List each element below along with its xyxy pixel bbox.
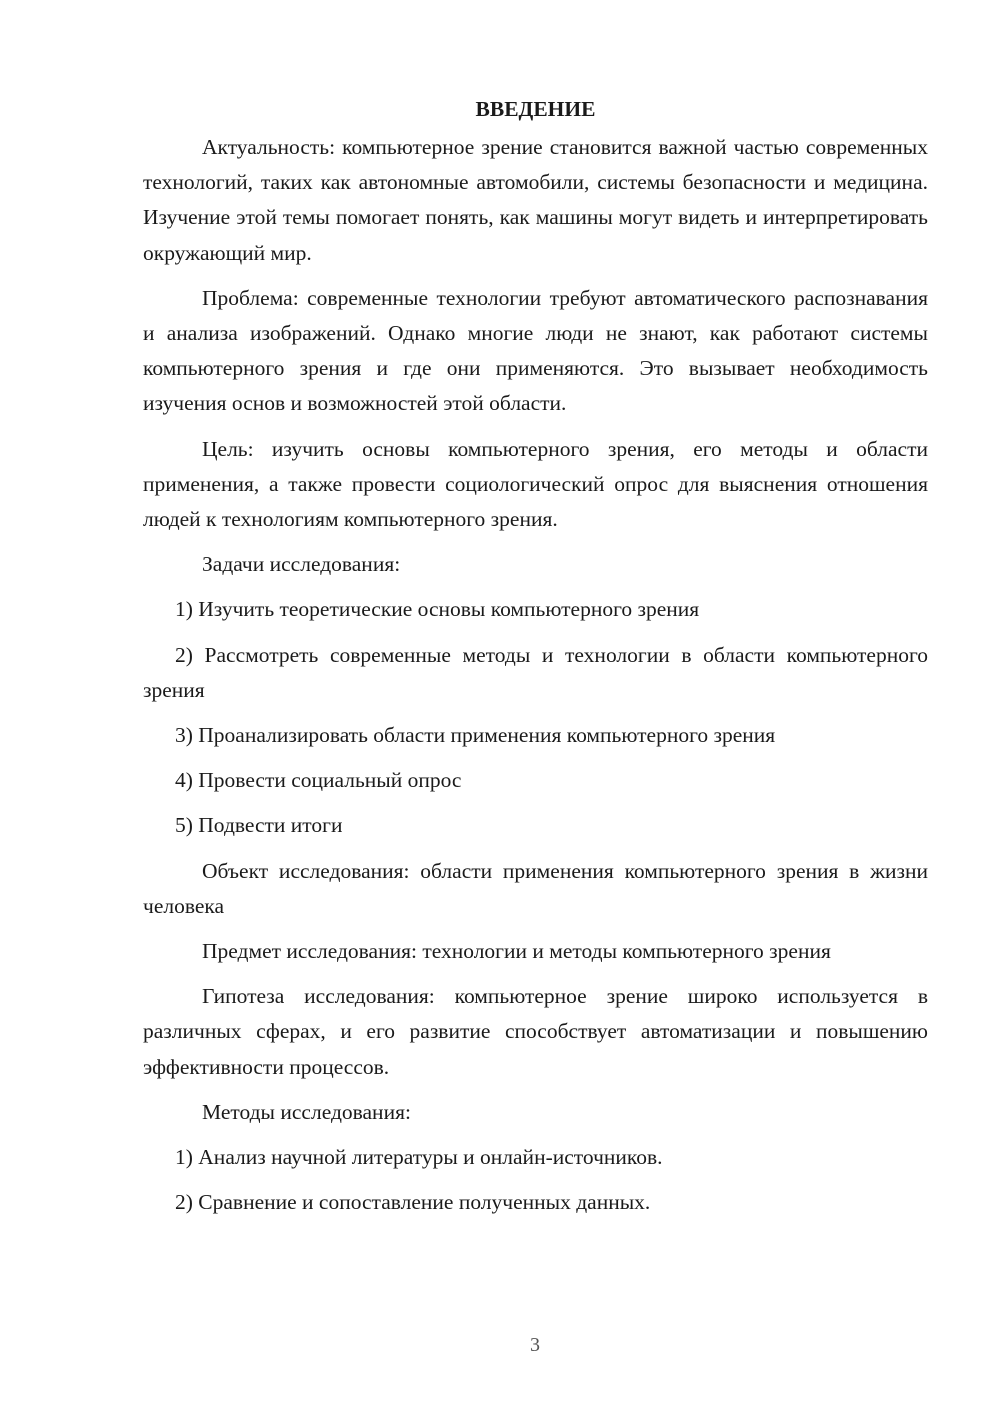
method-item-1: 1) Анализ научной литературы и онлайн-источников.: [175, 1145, 663, 1170]
method-item-2: 2) Сравнение и сопоставление полученных данных.: [175, 1190, 651, 1215]
paragraph-relevance: Актуальность: компьютерное зрение становится важной частью современных технологий, таких как автономные автомобили, системы безопасности и медицина. Изучение этой темы помогает понять, как машины могут видеть и интерпретировать окружающий мир.: [143, 135, 928, 265]
page-number: 3: [530, 1334, 540, 1356]
paragraph-hypothesis: Гипотеза исследования: компьютерное зрение широко используется в различных сферах, и его развитие способствует автоматизации и повышению эффективности процессов.: [143, 984, 928, 1079]
task-item-3: 3) Проанализировать области применения компьютерного зрения: [175, 723, 776, 748]
methods-title: Методы исследования:: [202, 1099, 411, 1124]
tasks-title: Задачи исследования:: [202, 552, 401, 577]
task-item-2: 2) Рассмотреть современные методы и технологии в области компьютерного зрения: [143, 642, 928, 702]
task-item-1: 1) Изучить теоретические основы компьютерного зрения: [175, 597, 700, 622]
task-item-5: 5) Подвести итоги: [175, 813, 343, 838]
paragraph-object: Объект исследования: области применения компьютерного зрения в жизни человека: [143, 858, 928, 918]
document-body: [143, 92, 928, 1230]
paragraph-subject: Предмет исследования: технологии и методы компьютерного зрения: [202, 939, 831, 964]
paragraph-goal: Цель: изучить основы компьютерного зрения, его методы и области применения, а также провести социологический опрос для выяснения отношения людей к технологиям компьютерного зрения.: [143, 436, 928, 532]
paragraph-problem: Проблема: современные технологии требуют автоматического распознавания и анализа изображений. Однако многие люди не знают, как работают системы компьютерного зрения и где они применяются. Это вызывает необходимость изучения основ и возможностей этой области.: [143, 285, 928, 416]
task-item-4: 4) Провести социальный опрос: [175, 768, 462, 793]
section-heading: ВВЕДЕНИЕ: [475, 97, 596, 121]
